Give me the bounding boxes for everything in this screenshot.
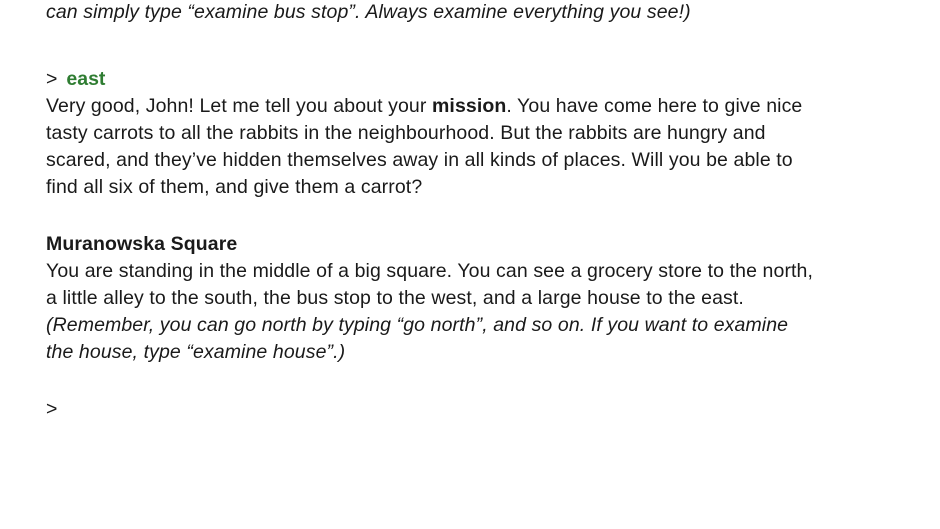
mission-intro-text-a: Very good, John! Let me tell you about your	[46, 95, 432, 117]
entered-command-text: east	[66, 68, 106, 90]
clipped-instruction-line-2: can simply type “examine bus stop”. Always examine everything you see!)	[46, 1, 691, 23]
mission-keyword: mission	[431, 95, 507, 117]
room-description-line-2: a little alley to the south, the bus stop to the west, and a large house to the east.	[46, 287, 744, 309]
spacer	[46, 201, 894, 231]
spacer	[46, 366, 894, 396]
command-input-line[interactable]	[46, 396, 894, 423]
input-prompt-caret-icon: >	[46, 398, 58, 420]
room-hint-line-1: (Remember, you can go north by typing “go north”, and so on. If you want to examine	[46, 314, 789, 336]
room-title: Muranowska Square	[46, 233, 238, 255]
mission-paragraph-line-2: tasty carrots to all the rabbits in the neighbourhood. But the rabbits are hungry and	[46, 122, 766, 144]
mission-intro-text-b: . You have come here to give nice	[506, 95, 803, 117]
mission-paragraph-line-1	[46, 93, 894, 120]
room-hint-line-2: the house, type “examine house”.)	[46, 341, 346, 363]
mission-paragraph-line-4: find all six of them, and give them a carrot?	[46, 176, 423, 198]
command-echo-line	[46, 66, 894, 93]
prompt-caret-icon: >	[46, 68, 58, 90]
clipped-instruction-paragraph	[46, 0, 894, 26]
spacer	[46, 40, 894, 66]
room-description-line-1: You are standing in the middle of a big square. You can see a grocery store to the north,	[46, 260, 814, 282]
transcript-body	[46, 0, 894, 423]
mission-paragraph-line-3: scared, and they’ve hidden themselves away in all kinds of places. Will you be able to	[46, 149, 793, 171]
